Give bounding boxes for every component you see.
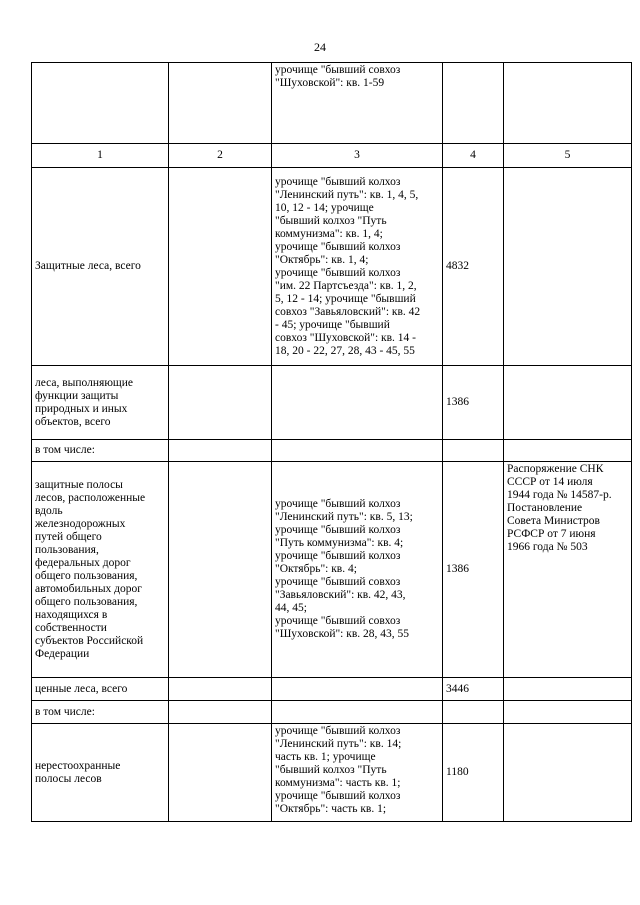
area-cell — [443, 440, 504, 462]
empty-cell — [169, 168, 272, 366]
location-cell — [272, 701, 443, 724]
forest-protection-table — [31, 62, 632, 822]
location-cell: урочище "бывший колхоз "Ленинский путь": кв. 5, 13; урочище "бывший колхоз "Путь коммунизма": кв. 4; урочище "бывший колхоз "Октябрь": кв. 4; урочище "бывший совхоз "Завьяловский": кв. 42, 43, 44, 45; урочище "бывший совхоз "Шуховской": кв. 28, 43, 55 — [272, 462, 443, 678]
table-row — [32, 724, 632, 822]
page-number: 24 — [314, 40, 326, 54]
category-cell: в том числе: — [32, 701, 169, 724]
continuation-cell-col1 — [32, 63, 169, 144]
area-cell — [443, 701, 504, 724]
continuation-cell-col5 — [504, 63, 632, 144]
empty-cell — [169, 462, 272, 678]
area-cell: 1386 — [443, 366, 504, 440]
table-row — [32, 440, 632, 462]
legal-basis-cell — [504, 701, 632, 724]
column-number: 3 — [272, 144, 443, 168]
location-cell — [272, 678, 443, 701]
column-number: 1 — [32, 144, 169, 168]
column-number: 2 — [169, 144, 272, 168]
legal-basis-cell — [504, 168, 632, 366]
area-cell: 4832 — [443, 168, 504, 366]
empty-cell — [169, 440, 272, 462]
location-cell — [272, 366, 443, 440]
area-cell: 1180 — [443, 724, 504, 822]
continuation-cell-col4 — [443, 63, 504, 144]
column-number: 5 — [504, 144, 632, 168]
table-row — [32, 462, 632, 678]
category-cell: Защитные леса, всего — [32, 168, 169, 366]
table-row — [32, 701, 632, 724]
location-text: урочище "бывший колхоз "Ленинский путь": кв. 14; часть кв. 1; урочище "бывший колхоз "Путь коммунизма": часть кв. 1; урочище "бывший колхоз "Октябрь": часть кв. 1; — [275, 725, 402, 815]
empty-cell — [169, 724, 272, 822]
legal-basis-cell — [504, 366, 632, 440]
category-cell: защитные полосы лесов, расположенные вдоль железнодорожных путей общего пользования, федеральных дорог общего пользования, автомобильных дорог общего пользования, находящихся в собственности субъектов Российской Федерации — [32, 462, 169, 678]
category-cell: в том числе: — [32, 440, 169, 462]
location-cell — [272, 440, 443, 462]
empty-cell — [169, 701, 272, 724]
column-number-row — [32, 144, 632, 168]
location-cell — [272, 724, 443, 822]
table-row — [32, 678, 632, 701]
area-cell: 1386 — [443, 462, 504, 678]
legal-basis-cell: Распоряжение СНК СССР от 14 июля 1944 года № 14587-р. Постановление Совета Министров РСФСР от 7 июня 1966 года № 503 — [504, 462, 632, 678]
table-row — [32, 366, 632, 440]
continuation-cell-col3: урочище "бывший совхоз "Шуховской": кв. 1-59 — [272, 63, 443, 144]
legal-basis-cell — [504, 724, 632, 822]
empty-cell — [169, 366, 272, 440]
category-cell: леса, выполняющие функции защиты природных и иных объектов, всего — [32, 366, 169, 440]
empty-cell — [169, 678, 272, 701]
location-cell: урочище "бывший колхоз "Ленинский путь": кв. 1, 4, 5, 10, 12 - 14; урочище "бывший колхоз "Путь коммунизма": кв. 1, 4; урочище "бывший колхоз "Октябрь": кв. 1, 4; урочище "бывший колхоз "им. 22 Партсъезда": кв. 1, 2, 5, 12 - 14; урочище "бывший совхоз "Завьяловский": кв. 42 - 45; урочище "бывший совхоз "Шуховской": кв. 14 - 18, 20 - 22, 27, 28, 43 - 45, 55 — [272, 168, 443, 366]
table-row — [32, 168, 632, 366]
legal-basis-cell — [504, 440, 632, 462]
category-cell: ценные леса, всего — [32, 678, 169, 701]
category-cell: нерестоохранные полосы лесов — [32, 724, 169, 822]
continuation-row — [32, 63, 632, 144]
column-number: 4 — [443, 144, 504, 168]
area-cell: 3446 — [443, 678, 504, 701]
continuation-cell-col2 — [169, 63, 272, 144]
legal-basis-cell — [504, 678, 632, 701]
